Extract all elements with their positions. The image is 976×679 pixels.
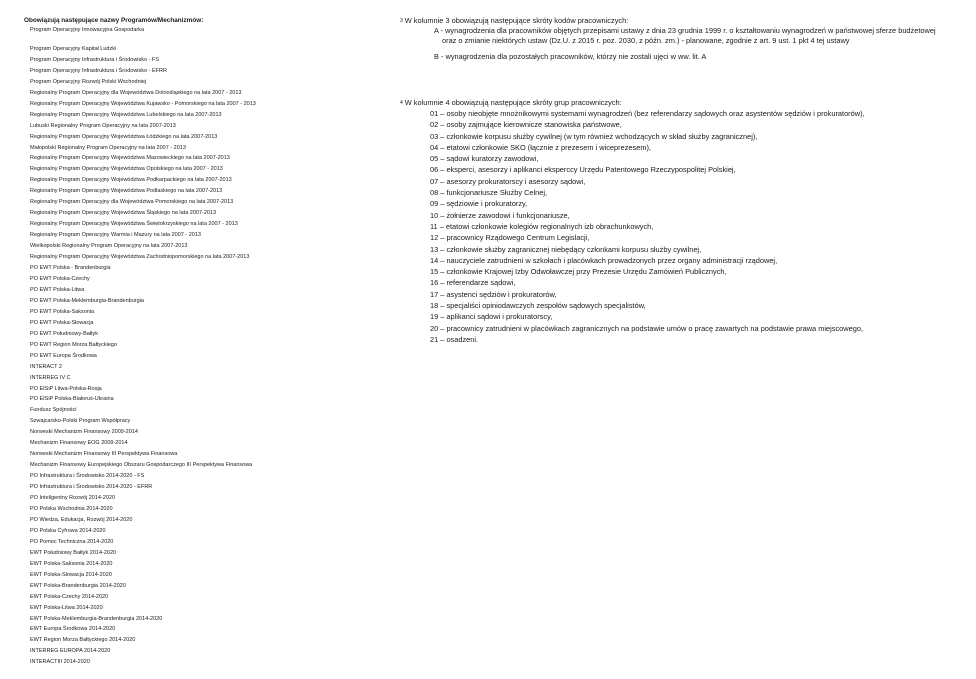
program-item: PO EWT Europa Środkowa	[30, 352, 97, 359]
program-item: Regionalny Program Operacyjny Województwa Śląskiego na lata 2007-2013	[30, 210, 217, 217]
program-item: Regionalny Program Operacyjny Województwa Lubelskiego na lata 2007-2013	[30, 111, 222, 118]
group-item: 13 – członkowie służby zagranicznej niebędący członkami korpusu służby cywilnej,	[430, 244, 702, 254]
group-item: 14 – nauczyciele zatrudnieni w szkołach i placówkach prowadzonych przez organy administracji rządowej,	[430, 255, 778, 265]
program-item: PO EISiP Polska-Białoruś-Ukraina	[30, 396, 114, 403]
program-item: Norweski Mechanizm Finansowy 2009-2014	[30, 429, 138, 436]
group-item: 09 – sędziowie i prokuratorzy,	[430, 199, 528, 209]
program-item: Szwajcarsko-Polski Program Współpracy	[30, 418, 131, 425]
group-item: 06 – eksperci, asesorzy i aplikanci eksperccy Urzędu Patentowego Rzeczypospolitej Polskiej,	[430, 165, 736, 175]
program-item: Regionalny Program Operacyjny Województwa Mazowieckiego na lata 2007-2013	[30, 155, 230, 162]
program-item: EWT Europa Środkowa 2014-2020	[30, 626, 116, 633]
program-item: PO EISiP Litwa-Polska-Rosja	[30, 385, 102, 392]
program-item: PO EWT Polska-Meklemburgia-Brandenburgia	[30, 297, 144, 304]
group-item: 21 – osadzeni.	[430, 334, 479, 344]
program-item: PO Inteligentny Rozwój 2014-2020	[30, 495, 115, 502]
group-item: 07 – asesorzy prokuratorscy i asesorzy sądowi,	[430, 176, 586, 186]
groups-list	[400, 108, 960, 345]
footnotes-column	[400, 16, 960, 345]
code-a-line-2: oraz o zmianie niektórych ustaw (Dz.U. z 2015 r. poz. 2030, z późn. zm.) - planowane, zgodnie z art. 9 ust. 1 pkt 4 tej ustawy	[442, 36, 850, 45]
program-item: INTERACTIII 2014-2020	[30, 659, 90, 666]
program-item: Program Operacyjny Rozwój Polski Wschodniej	[30, 78, 147, 85]
footnote-4-title-text: W kolumnie 4 obowiązują następujące skróty grup pracowniczych:	[404, 98, 622, 107]
footnote-3	[400, 16, 960, 62]
program-item: Wielkopolski Regionalny Program Operacyjny na lata 2007-2013	[30, 243, 188, 250]
program-item: PO Infrastruktura i Środowisko 2014-2020 - EFRR	[30, 484, 153, 491]
program-item: Regionalny Program Operacyjny dla Województwa Dolnośląskiego na lata 2007 - 2013	[30, 89, 242, 96]
footnote-4	[400, 98, 960, 345]
program-item: Regionalny Program Operacyjny Województwa Opolskiego na lata 2007 - 2013	[30, 166, 223, 173]
program-item: Lubuski Regionalny Program Operacyjny na lata 2007-2013	[30, 122, 176, 129]
program-item: PO Polska Cyfrowa 2014-2020	[30, 527, 106, 534]
program-item: EWT Polska-Słowacja 2014-2020	[30, 571, 112, 578]
program-item: INTERREG EUROPA 2014-2020	[30, 648, 111, 655]
group-item: 10 – żołnierze zawodowi i funkcjonariusze,	[430, 210, 570, 220]
group-item: 16 – referendarze sądowi,	[430, 278, 516, 288]
code-a-line-1: A - wynagrodzenia dla pracowników objętych przepisami ustawy z dnia 23 grudnia 1999 r. o kształtowaniu wynagrodzeń w państwowej sferze budżetowej	[434, 26, 936, 35]
program-item: EWT Polska-Litwa 2014-2020	[30, 604, 103, 611]
program-item: EWT Polska-Czechy 2014-2020	[30, 593, 109, 600]
group-item: 02 – osoby zajmujące kierownicze stanowiska państwowe,	[430, 120, 622, 130]
group-item: 11 – etatowi członkowie kolegiów regionalnych izb obrachunkowych,	[430, 221, 654, 231]
program-item: PO EWT Południowy-Bałtyk	[30, 330, 99, 337]
program-item: Norweski Mechanizm Finansowy III Perspektywa Finansowa	[30, 451, 178, 458]
footnote-4-title	[400, 98, 960, 108]
group-item: 05 – sądowi kuratorzy zawodowi,	[430, 154, 539, 164]
program-item: Mechanizm Finansowy EOG 2009-2014	[30, 440, 128, 447]
group-item: 18 – specjaliści opiniodawczych zespołów sądowych specjalistów,	[430, 301, 646, 311]
program-item: PO Infrastruktura i Środowisko 2014-2020 - FS	[30, 473, 145, 480]
program-item: Małopolski Regionalny Program Operacyjny na lata 2007 - 2013	[30, 144, 186, 151]
code-b-line: B - wynagrodzenia dla pozostałych pracowników, którzy nie zostali ujęci w ww. lit. A	[434, 52, 707, 61]
program-item: Regionalny Program Operacyjny dla Województwa Pomorskiego na lata 2007-2013	[30, 199, 234, 206]
program-item: INTERACT 2	[30, 363, 62, 370]
group-item: 15 – członkowie Krajowej Izby Odwoławczej przy Prezesie Urzędu Zamówień Publicznych,	[430, 267, 727, 277]
program-item: Mechanizm Finansowy Europejskiego Obszaru Gospodarczego III Perspektywa Finansowa	[30, 462, 253, 469]
program-item: Regionalny Program Operacyjny Województwa Kujawsko - Pomorskiego na lata 2007 - 2013	[30, 100, 256, 107]
group-item: 17 – asystenci sędziów i prokuratorów,	[430, 289, 557, 299]
program-item: PO EWT Polska-Słowacja	[30, 319, 94, 326]
programs-list	[24, 44, 396, 668]
program-item: Program Operacyjny Infrastruktura i Środowisko - EFRR	[30, 67, 167, 74]
program-item: Fundusz Spójności	[30, 407, 77, 414]
footnote-3-title	[400, 16, 960, 26]
program-item: INTERREG IV C	[30, 374, 71, 381]
program-item: PO Pomoc Techniczna 2014-2020	[30, 538, 114, 545]
group-item: 01 – osoby nieobjęte mnożnikowymi systemami wynagrodzeń (bez referendarzy sądowych oraz asystentów sędziów i prokuratorów),	[430, 109, 865, 118]
program-item: Regionalny Program Operacyjny Warmia i Mazury na lata 2007 - 2013	[30, 232, 201, 239]
group-item: 08 – funkcjonariusze Służby Celnej,	[430, 188, 548, 198]
program-item: Regionalny Program Operacyjny Województwa Świętokrzyskiego na lata 2007 - 2013	[30, 221, 238, 228]
footnote-4-marker: 4	[400, 100, 403, 106]
program-item: Program Operacyjny Kapitał Ludzki	[30, 45, 117, 52]
program-item: PO EWT Polska-Czechy	[30, 275, 90, 282]
program-item: PO EWT Polska-Saksonia	[30, 308, 95, 315]
programs-heading: Obowiązują następujące nazwy Programów/Mechanizmów:	[24, 17, 204, 24]
program-item: PO Wiedza, Edukacja, Rozwój 2014-2020	[30, 516, 133, 523]
program-item: PO EWT Polska-Litwa	[30, 286, 85, 293]
group-item: 03 – członkowie korpusu służby cywilnej (w tym również wchodzących w skład służby zagranicznej),	[430, 131, 758, 141]
list-gap	[24, 36, 396, 44]
program-item: EWT Polska-Meklemburgia-Brandenburgia 2014-2020	[30, 615, 163, 622]
program-item: PO Polska Wschodnia 2014-2020	[30, 505, 113, 512]
footnote-3-marker: 3	[400, 18, 403, 24]
program-item: EWT Południowy Bałtyk 2014-2020	[30, 549, 117, 556]
group-item: 12 – pracownicy Rządowego Centrum Legislacji,	[430, 233, 590, 243]
group-item: 04 – etatowi członkowie SKO (łącznie z prezesem i wiceprezesem),	[430, 142, 651, 152]
program-item: EWT Region Morza Bałtyckiego 2014-2020	[30, 637, 136, 644]
program-item-first: Program Operacyjny Innowacyjna Gospodarka	[30, 27, 145, 33]
program-item: PO EWT Polska - Brandenburgia	[30, 265, 111, 272]
program-item: EWT Polska-Brandenburgia 2014-2020	[30, 582, 126, 589]
group-item: 19 – aplikanci sądowi i prokuratorscy,	[430, 312, 553, 322]
footnote-3-title-text: W kolumnie 3 obowiązują następujące skróty kodów pracowniczych:	[404, 16, 629, 25]
program-item: PO EWT Region Morza Bałtyckiego	[30, 341, 118, 348]
program-item: Regionalny Program Operacyjny Województwa Zachodniopomorskiego na lata 2007-2013	[30, 254, 250, 261]
program-item: Regionalny Program Operacyjny Województwa Podlaskiego na lata 2007-2013	[30, 188, 223, 195]
code-a-block	[400, 26, 960, 62]
program-item: Regionalny Program Operacyjny Województwa Podkarpackiego na lata 2007-2013	[30, 177, 232, 184]
group-item: 20 – pracownicy zatrudnieni w placówkach zagranicznych na podstawie umów o pracę zawartych na podstawie prawa miejscowego,	[430, 323, 863, 333]
programs-column	[24, 16, 396, 668]
program-item: Program Operacyjny Infrastruktura i Środowisko - FS	[30, 56, 159, 63]
program-item: EWT Polska-Saksonia 2014-2020	[30, 560, 113, 567]
program-item: Regionalny Program Operacyjny Województwa Łódzkiego na lata 2007-2013	[30, 133, 218, 140]
